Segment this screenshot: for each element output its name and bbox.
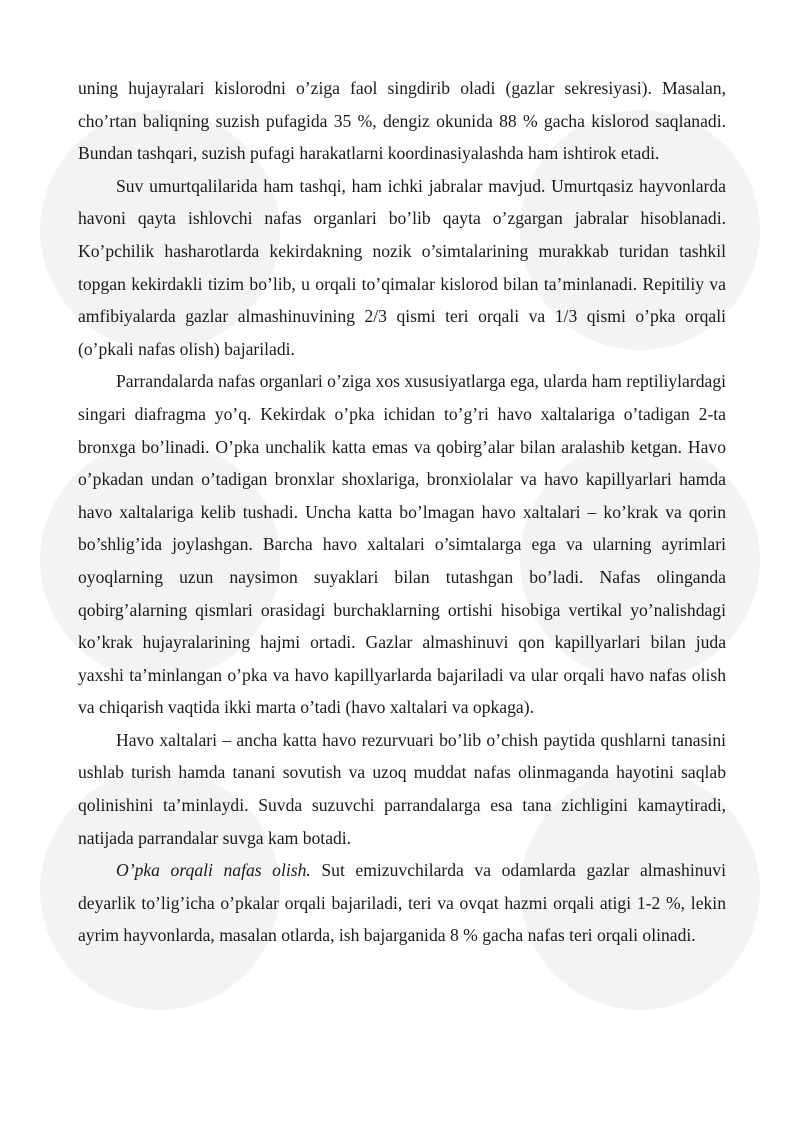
document-body [78, 72, 726, 952]
paragraph-air-sacs: Havo xaltalari – ancha katta havo rezurvuari bo’lib o’chish paytida qushlarni tanasini ushlab turish hamda tanani sovutish va uzoq muddat nafas olinmaganda hayotini saqlab qolinishini ta’minlaydi. Suvda suzuvchi parrandalarga esa tana zichligini kamaytiradi, natijada parrandalar suvga kam botadi. [78, 729, 726, 848]
paragraph-gas-secretion: uning hujayralari kislorodni o’ziga faol singdirib oladi (gazlar sekresiyasi). Masalan, cho’rtan baliqning suzish pufagida 35 %, dengiz okunida 88 % gacha kislorod saqlanadi. Bundan tashqari, suzish pufagi harakatlarni koordinasiyalashda ham ishtirok etadi. [78, 78, 726, 164]
paragraph-pulmonary-breathing [78, 854, 726, 952]
paragraph-birds-respiration: Parrandalarda nafas organlari o’ziga xos xususiyatlarga ega, ularda ham reptiliylardagi singari diafragma yo’q. Kekirdak o’pka ichidan to’g’ri havo xaltalariga o’tadigan 2-ta bronxga bo’linadi. O’pka unchalik katta emas va qobirg’alar bilan aralashib ketgan. Havo o’pkadan undan o’tadigan bronxlar shoxlariga, bronxiolalar va havo kapillyarlari hamda havo xaltalariga kelib tushadi. Uncha katta bo’lmagan havo xaltalari – ko’krak va qorin bo’shlig’ida joylashgan. Barcha havo xaltalari o’simtalarga ega va ularning ayrimlari oyoqlarning uzun naysimon suyaklari bilan tutashgan bo’ladi. Nafas olinganda qobirg’alarning qismlari orasidagi burchaklarning ortishi hisobiga vertikal yo’nalishdagi ko’krak hujayralarining hajmi ortadi. Gazlar almashinuvi qon kapillyarlari bilan juda yaxshi ta’minlangan o’pka va havo kapillyarlarda bajariladi va ular orqali havo nafas olish va chiqarish vaqtida ikki marta o’tadi (havo xaltalari va opkaga). [78, 371, 727, 718]
paragraph-aquatic-vertebrates: Suv umurtqalilarida ham tashqi, ham ichki jabralar mavjud. Umurtqasiz hayvonlarda havoni qayta ishlovchi nafas organlari bo’lib qayta o’zgargan jabralar hisoblanadi. Ko’pchilik hasharotlarda kekirdakning nozik o’simtalarining murakkab turidan tashkil topgan kekirdakli tizim bo’lib, u orqali to’qimalar kislorod bilan ta’minlanadi. Repitiliy va amfibiyalarda gazlar almashinuvining 2/3 qismi teri orqali va 1/3 qismi o’pka orqali (o’pkali nafas olish) bajariladi. [78, 175, 726, 359]
section-lead-italic: O’pka orqali nafas olish. [116, 860, 311, 881]
paragraph-pulmonary-breathing-text: Sut emizuvchilarda va odamlarda gazlar almashinuvi deyarlik to’lig’icha o’pkalar orqali bajariladi, teri va ovqat hazmi orqali atigi 1-2 %, lekin ayrim hayvonlarda, masalan otlarda, ish bajarganida 8 % gacha nafas teri orqali olinadi. [78, 860, 726, 946]
